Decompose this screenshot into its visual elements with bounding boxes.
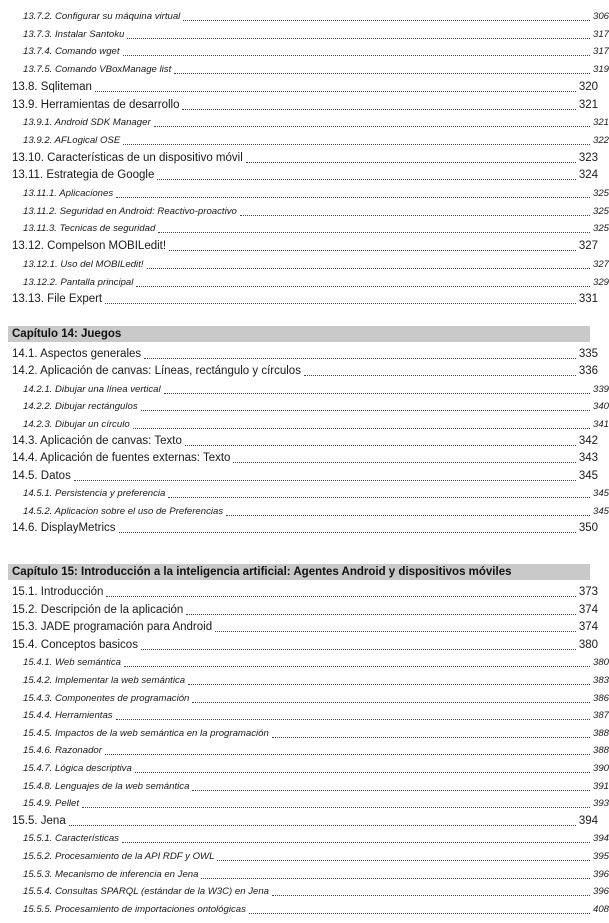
toc-entry-page: 387 <box>592 710 609 722</box>
toc-entry[interactable] <box>0 80 598 95</box>
dot-leader <box>116 196 590 198</box>
toc-entry-title: 13.7.5. Comando VBoxManage list <box>23 64 172 76</box>
toc-entry-page: 350 <box>578 522 598 534</box>
dot-leader <box>217 859 590 861</box>
toc-entry-page: 343 <box>578 452 598 465</box>
dot-leader <box>136 285 590 287</box>
toc-entry-title: 13.11. Estrategia de Google <box>12 169 155 182</box>
toc-entry[interactable] <box>0 204 609 219</box>
toc-entry[interactable] <box>0 743 609 758</box>
toc-entry-page: 322 <box>592 134 609 146</box>
toc-entry-title: 15.4.7. Lógica descriptiva <box>23 763 132 774</box>
toc-entry-page: 341 <box>592 418 609 430</box>
toc-entry-page: 390 <box>592 763 609 774</box>
toc-entry-title: 13.12.1. Uso del MOBILedit! <box>23 258 144 270</box>
toc-entry-title: 14.2.1. Dibujar una línea vertical <box>23 383 161 395</box>
toc-entry[interactable] <box>0 469 598 484</box>
dot-leader <box>105 302 576 304</box>
dot-leader <box>119 531 576 533</box>
toc-entry-page: 325 <box>592 205 609 217</box>
dot-leader <box>272 736 590 738</box>
toc-entry-page: 325 <box>592 223 609 235</box>
toc-entry-page: 340 <box>592 401 609 413</box>
dot-leader <box>164 392 590 394</box>
dot-leader <box>192 701 590 703</box>
toc-entry[interactable] <box>0 655 609 670</box>
dot-leader <box>123 143 590 145</box>
toc-entry-page: 391 <box>592 780 609 792</box>
toc-entry-page: 319 <box>592 64 609 76</box>
dot-leader <box>240 214 590 216</box>
toc-entry-title: 15.1. Introducción <box>12 586 104 598</box>
dot-leader <box>186 613 575 615</box>
toc-entry-title: 15.2. Descripción de la aplicación <box>12 603 184 616</box>
toc-entry-page: 388 <box>592 727 609 739</box>
toc-entry-title: 13.8. Sqliteman <box>12 80 92 93</box>
dot-leader <box>95 90 576 92</box>
toc-entry-title: 15.4.5. Impactos de la web semántica en la programación <box>23 727 269 739</box>
toc-entry-page: 327 <box>592 258 609 270</box>
toc-entry[interactable] <box>0 521 598 536</box>
toc-entry-title: 15.5.4. Consultas SPARQL (estándar de la W3C) en Jena <box>23 886 270 898</box>
toc-entry-title: 15.5.1. Características <box>23 833 119 845</box>
dot-leader <box>116 718 590 720</box>
toc-entry[interactable] <box>0 691 609 706</box>
toc-entry-title: 15.5.5. Procesamiento de importaciones ontológicas <box>23 903 246 915</box>
dot-leader <box>82 806 590 808</box>
toc-entry[interactable] <box>0 62 609 77</box>
dot-leader <box>249 912 590 914</box>
toc-entry[interactable] <box>0 504 609 519</box>
dot-leader <box>201 877 590 879</box>
dot-leader <box>154 125 590 127</box>
dot-leader <box>69 824 576 826</box>
toc-entry-page: 396 <box>592 886 609 898</box>
toc-entry-title: 15.5.3. Mecanismo de inferencia en Jena <box>23 868 199 880</box>
dot-leader <box>141 409 590 411</box>
toc-entry-page: 336 <box>578 365 598 378</box>
toc-entry-title: 15.4.1. Web semántica <box>23 657 121 669</box>
dot-leader <box>185 444 576 446</box>
dot-leader <box>124 665 590 667</box>
toc-entry[interactable] <box>0 151 598 166</box>
toc-entry[interactable] <box>0 902 609 917</box>
toc-entry-title: 15.4.2. Implementar la web semántica <box>23 675 186 686</box>
toc-entry-page: 342 <box>578 435 598 447</box>
toc-entry[interactable] <box>0 486 609 501</box>
toc-entry-page: 396 <box>592 868 609 880</box>
toc-entry-page: 345 <box>592 488 609 500</box>
toc-entry[interactable] <box>0 44 609 59</box>
toc-entry-title: 15.4.6. Razonador <box>23 745 102 757</box>
toc-entry[interactable] <box>0 884 609 899</box>
toc-entry-page: 380 <box>578 638 598 651</box>
toc-entry-title: 15.3. JADE programación para Android <box>12 621 213 634</box>
dot-leader <box>158 231 590 233</box>
toc-entry-page: 329 <box>592 276 609 288</box>
dot-leader <box>135 771 590 773</box>
dot-leader <box>141 648 576 650</box>
toc-entry[interactable] <box>0 186 609 201</box>
toc-entry-page: 317 <box>592 46 609 58</box>
toc-entry-title: 13.7.4. Comando wget <box>23 46 120 58</box>
toc-entry-page: 395 <box>592 851 609 862</box>
toc-entry-page: 331 <box>578 293 598 306</box>
toc-entry-title: 15.4. Conceptos basicos <box>12 638 138 651</box>
toc-entry[interactable] <box>0 221 609 236</box>
dot-leader <box>174 72 590 74</box>
dot-leader <box>168 496 590 498</box>
toc-entry[interactable] <box>0 867 609 882</box>
toc-entry-title: 13.11.3. Tecnicas de seguridad <box>23 223 156 235</box>
toc-entry-page: 321 <box>592 117 609 129</box>
toc-entry-page: 345 <box>578 469 598 482</box>
dot-leader <box>226 514 590 516</box>
toc-entry-page: 383 <box>592 675 609 686</box>
toc-entry[interactable] <box>0 726 609 741</box>
toc-entry[interactable] <box>0 779 609 794</box>
toc-entry-page: 321 <box>578 98 598 111</box>
dot-leader <box>147 267 590 269</box>
toc-entry[interactable] <box>0 347 598 362</box>
toc-entry[interactable] <box>0 168 598 183</box>
toc-entry-page: 320 <box>578 80 598 93</box>
toc-entry-title: 15.4.4. Herramientas <box>23 710 113 722</box>
dot-leader <box>127 37 590 39</box>
dot-leader <box>188 683 590 685</box>
toc-entry-title: 13.9. Herramientas de desarrollo <box>12 98 180 111</box>
toc-entry-title: 13.12.2. Pantalla principal <box>23 276 134 288</box>
toc-entry-title: 15.4.3. Componentes de programación <box>23 692 190 704</box>
toc-entry[interactable] <box>0 27 609 42</box>
dot-leader <box>246 161 576 163</box>
dot-leader <box>304 374 576 376</box>
toc-entry-title: 14.6. DisplayMetrics <box>12 522 116 534</box>
toc-entry[interactable] <box>0 603 598 618</box>
toc-entry-title: 13.7.3. Instalar Santoku <box>23 28 125 40</box>
dot-leader <box>157 178 575 180</box>
dot-leader <box>183 19 590 21</box>
toc-entry-title: 15.4.9. Pellet <box>23 798 80 810</box>
toc-entry[interactable] <box>0 673 609 688</box>
toc-entry[interactable] <box>0 849 609 864</box>
toc-entry-page: 394 <box>592 833 609 845</box>
toc-entry-title: 13.11.1. Aplicaciones <box>23 188 114 199</box>
toc-entry[interactable] <box>0 399 609 414</box>
toc-entry-title: 14.2.2. Dibujar rectángulos <box>23 401 138 413</box>
toc-entry[interactable] <box>0 585 598 600</box>
toc-entry-title: 14.4. Aplicación de fuentes externas: Texto <box>12 452 231 465</box>
toc-entry[interactable] <box>0 239 598 254</box>
dot-leader <box>192 789 590 791</box>
toc-entry-page: 393 <box>592 798 609 810</box>
dot-leader <box>74 479 576 481</box>
toc-entry-title: 14.5.2. Aplicacion sobre el uso de Preferencias <box>23 505 224 517</box>
toc-entry-page: 386 <box>592 692 609 704</box>
toc-entry[interactable] <box>0 98 598 113</box>
toc-entry-page: 324 <box>578 169 598 182</box>
toc-entry[interactable] <box>0 831 609 846</box>
toc-entry-title: 15.5. Jena <box>12 814 66 827</box>
toc-entry[interactable] <box>0 417 609 432</box>
toc-entry-title: 13.9.1. Android SDK Manager <box>23 117 151 129</box>
toc-entry[interactable] <box>0 364 598 379</box>
toc-entry-page: 306 <box>592 11 609 22</box>
toc-entry[interactable] <box>0 9 609 24</box>
toc-entry-page: 339 <box>592 383 609 395</box>
toc-entry-title: 15.5.2. Procesamiento de la API RDF y OWL <box>23 851 215 862</box>
toc-entry-page: 317 <box>592 28 609 40</box>
toc-entry-title: 13.10. Características de un dispositivo móvil <box>12 151 243 164</box>
toc-entry[interactable] <box>0 434 598 449</box>
dot-leader <box>215 630 576 632</box>
chapter-14-heading: Capítulo 14: Juegos <box>8 326 590 342</box>
toc-entry-title: 14.2. Aplicación de canvas: Líneas, rectángulo y círculos <box>12 365 301 378</box>
toc-entry[interactable] <box>0 814 598 829</box>
toc-entry[interactable] <box>0 257 609 272</box>
toc-entry-page: 323 <box>578 151 598 164</box>
toc-entry-title: 13.9.2. AFLogical OSE <box>23 134 121 146</box>
toc-entry[interactable] <box>0 796 609 811</box>
toc-entry-page: 374 <box>578 603 598 616</box>
toc-entry-title: 14.5. Datos <box>12 469 71 482</box>
toc-entry-title: 15.4.8. Lenguajes de la web semántica <box>23 780 190 792</box>
toc-entry-title: 13.13. File Expert <box>12 293 103 306</box>
toc-entry-title: 14.5.1. Persistencia y preferencia <box>23 488 166 500</box>
toc-entry-page: 327 <box>578 240 598 253</box>
toc-entry[interactable] <box>0 292 598 307</box>
toc-entry[interactable] <box>0 761 609 776</box>
dot-leader <box>133 427 590 429</box>
dot-leader <box>144 357 576 359</box>
toc-entry[interactable] <box>0 133 609 148</box>
dot-leader <box>106 595 575 597</box>
toc-entry-page: 408 <box>592 903 609 915</box>
toc-entry[interactable] <box>0 638 598 653</box>
dot-leader <box>123 54 590 56</box>
toc-entry[interactable] <box>0 620 598 635</box>
toc-entry-title: 14.2.3. Dibujar un círculo <box>23 418 130 430</box>
toc-entry[interactable] <box>0 115 609 130</box>
dot-leader <box>272 894 590 896</box>
dot-leader <box>122 841 590 843</box>
toc-entry-title: 14.1. Aspectos generales <box>12 348 142 360</box>
dot-leader <box>233 461 575 463</box>
toc-entry-page: 325 <box>592 188 609 199</box>
toc-entry-page: 374 <box>578 621 598 634</box>
toc-entry-page: 388 <box>592 745 609 757</box>
toc-entry-title: 13.12. Compelson MOBILedit! <box>12 240 167 253</box>
dot-leader <box>182 108 575 110</box>
dot-leader <box>169 249 576 251</box>
toc-entry-page: 345 <box>592 505 609 517</box>
toc-entry[interactable] <box>0 382 609 397</box>
toc-entry-page: 380 <box>592 657 609 669</box>
toc-entry-page: 335 <box>578 348 598 360</box>
chapter-15-heading: Capítulo 15: Introducción a la inteligencia artificial: Agentes Android y dispositivos móviles <box>8 564 590 580</box>
toc-entry-title: 13.11.2. Seguridad en Android: Reactivo-proactivo <box>23 205 237 217</box>
toc-entry-page: 373 <box>578 586 598 598</box>
toc-entry-title: 13.7.2. Configurar su máquina virtual <box>23 11 181 22</box>
dot-leader <box>105 753 590 755</box>
toc-entry[interactable] <box>0 451 598 466</box>
toc-entry-page: 394 <box>578 814 598 827</box>
toc-entry[interactable] <box>0 275 609 290</box>
toc-entry[interactable] <box>0 708 609 723</box>
toc-entry-title: 14.3. Aplicación de canvas: Texto <box>12 435 182 447</box>
